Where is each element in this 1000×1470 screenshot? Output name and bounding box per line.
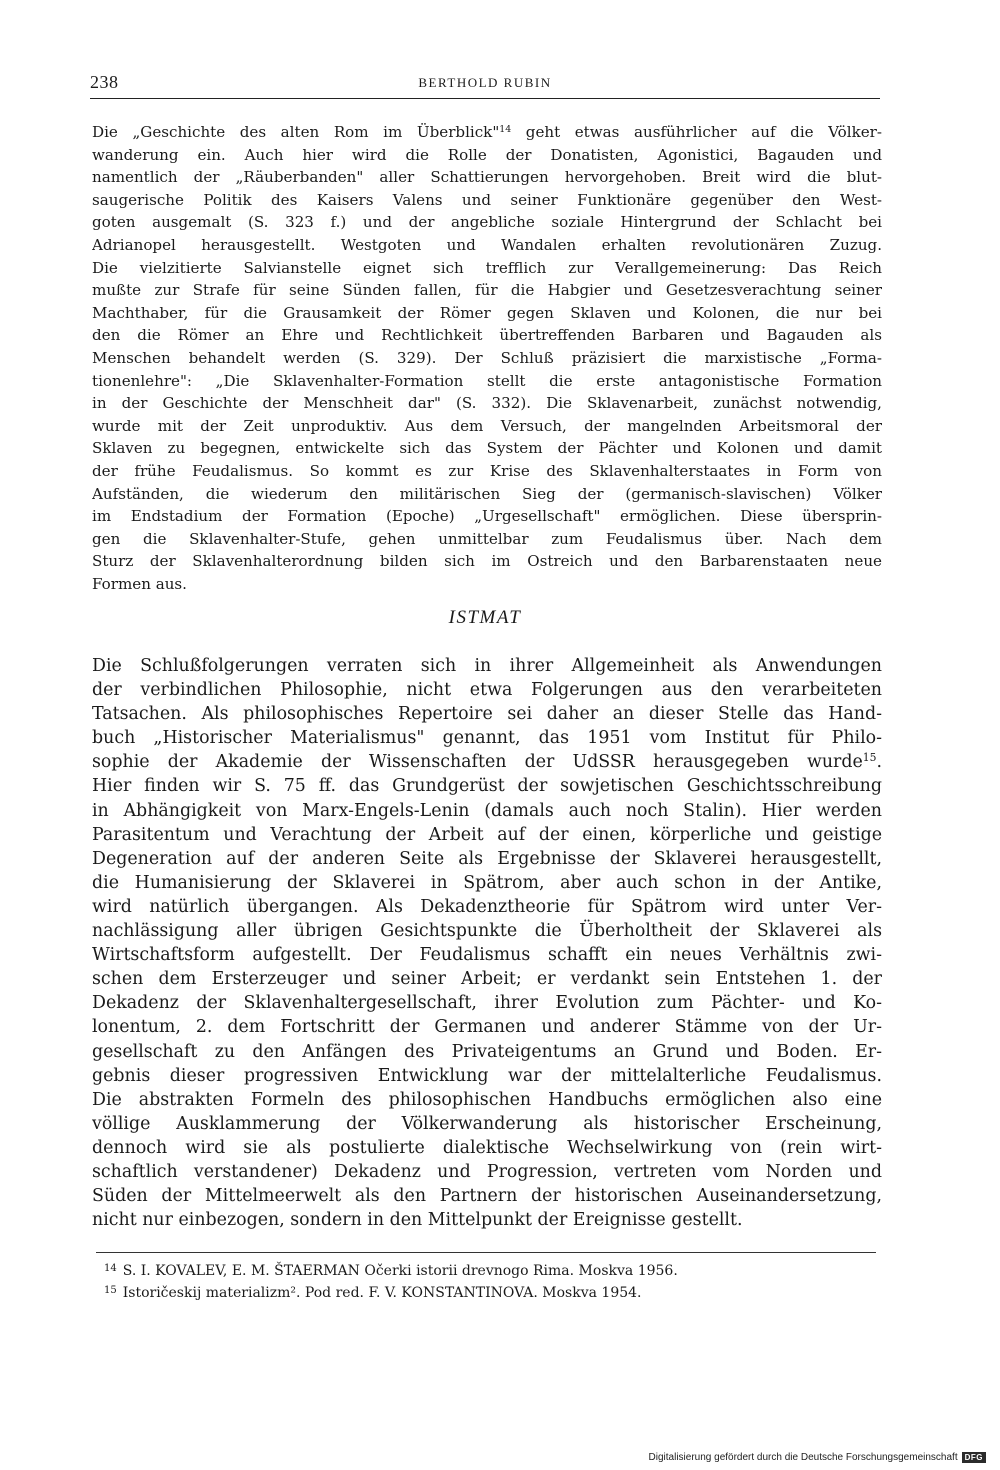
text-line [92, 302, 882, 325]
text-line [92, 1208, 882, 1232]
text-line [92, 1040, 882, 1064]
text-line [92, 823, 882, 847]
footnote [104, 1259, 874, 1281]
line-text: Tatsachen. Als philosophisches Repertoire sei daher an dieser Stelle das Hand- [92, 704, 882, 725]
text-line [92, 1160, 882, 1184]
line-text: gebnis dieser progressiven Entwicklung war der mittelalterliche Feudalismus. [92, 1065, 882, 1086]
paragraph-istmat [92, 654, 882, 1232]
text-line [92, 943, 882, 967]
text-line [92, 234, 882, 257]
line-text: dennoch wird sie als postulierte dialektische Wechselwirkung von (rein wirt- [92, 1137, 882, 1158]
line-text: den die Römer an Ehre und Rechtlichkeit übertreffenden Barbaren und Bagauden als [92, 326, 882, 345]
text-line [92, 702, 882, 726]
footnotes [104, 1259, 874, 1303]
line-text: Dekadenz der Sklavenhaltergesellschaft, ihrer Evolution zum Pächter- und Ko- [92, 993, 882, 1014]
text-line [92, 726, 882, 750]
line-text: mußte zur Strafe für seine Sünden fallen, für die Habgier und Gesetzesverachtung seiner [92, 281, 882, 300]
text-line [92, 189, 882, 212]
line-text: goten ausgemalt (S. 323 f.) und der angebliche soziale Hintergrund der Schlacht bei [92, 213, 882, 232]
line-text: Degeneration auf der anderen Seite als Ergebnisse der Sklaverei herausgestellt, [92, 848, 882, 869]
text-line [92, 211, 882, 234]
line-text: Formen aus. [92, 574, 187, 593]
line-text: Sturz der Sklavenhalterordnung bilden sich im Ostreich und den Barbarenstaaten neue [92, 552, 882, 571]
text-line [92, 1112, 882, 1136]
text-line [92, 324, 882, 347]
line-text: wanderung ein. Auch hier wird die Rolle der Donatisten, Agonistici, Bagauden und [92, 145, 882, 164]
line-text: Wirtschaftsform aufgestellt. Der Feudalismus schafft ein neues Verhältnis zwi- [92, 945, 882, 966]
line-text: buch „Historischer Materialismus" genannt, das 1951 vom Institut für Philo- [92, 728, 882, 749]
line-text: gesellschaft zu den Anfängen des Privateigentums an Grund und Boden. Er- [92, 1041, 882, 1062]
text-line [92, 871, 882, 895]
text-line [92, 483, 882, 506]
line-text: lonentum, 2. dem Fortschritt der Germanen und anderer Stämme von der Ur- [92, 1017, 882, 1038]
line-text: der frühe Feudalismus. So kommt es zur Krise des Sklavenhalterstaates in Form von [92, 461, 882, 480]
line-text: Die „Geschichte des alten Rom im Überblick" [92, 123, 500, 141]
line-text: Die abstrakten Formeln des philosophischen Handbuchs ermöglichen also eine [92, 1089, 882, 1110]
line-text: Adrianopel herausgestellt. Westgoten und Wandalen erhalten revolutionären Zuzug. [92, 235, 882, 254]
line-text: im Endstadium der Formation (Epoche) „Urgesellschaft" ermöglichen. Diese übersprin- [92, 507, 882, 526]
line-text: saugerische Politik des Kaisers Valens und seiner Funktionäre gegenüber den West- [92, 190, 882, 209]
line-text: tionenlehre": „Die Sklavenhalter-Formation stellt die erste antagonistische Formation [92, 371, 882, 390]
text-line [92, 144, 882, 167]
line-text: Parasitentum und Verachtung der Arbeit auf der einen, körperliche und geistige [92, 824, 882, 845]
running-header [90, 70, 880, 99]
text-line [92, 347, 882, 370]
footnote-divider [96, 1252, 876, 1253]
credit-text: Digitalisierung gefördert durch die Deutsche Forschungsgemeinschaft [648, 1452, 958, 1463]
text-line [92, 437, 882, 460]
paragraph-summary [92, 121, 882, 595]
text-line [92, 847, 882, 871]
text-line [92, 257, 882, 280]
text-line [92, 1064, 882, 1088]
line-text: nachlässigung aller übrigen Gesichtspunkte die Überholtheit der Sklaverei als [92, 921, 882, 942]
line-text: sophie der Akademie der Wissenschaften der UdSSR herausgegeben wurde [92, 752, 863, 773]
line-text: völlige Ausklammerung der Völkerwanderung als historischer Erscheinung, [92, 1113, 882, 1134]
page-number: 238 [90, 72, 119, 92]
line-text: Sklaven zu begegnen, entwickelte sich das System der Pächter und Kolonen und damit [92, 439, 882, 458]
footnote-text: Istoričeskij materializm². Pod red. F. V. KONSTANTINOVA. Moskva 1954. [122, 1285, 642, 1301]
text-line [92, 166, 882, 189]
line-text: gen die Sklavenhalter-Stufe, gehen unmittelbar zum Feudalismus über. Nach dem [92, 529, 882, 548]
footnote-mark: 14 [104, 1263, 117, 1274]
text-line [92, 654, 882, 678]
line-text: die Humanisierung der Sklaverei in Spätrom, aber auch schon in der Antike, [92, 872, 882, 893]
text-line [92, 967, 882, 991]
line-text: Die Schlußfolgerungen verraten sich in ihrer Allgemeinheit als Anwendungen [92, 656, 882, 676]
footnote-mark: 15 [104, 1285, 117, 1296]
line-text: Aufständen, die wiederum den militärischen Sieg der (germanisch-slavischen) Völker [92, 484, 882, 503]
digitization-credit [649, 1452, 986, 1463]
text-line [92, 678, 882, 702]
text-line [92, 895, 882, 919]
footnote-text: S. I. KOVALEV, E. M. ŠTAERMAN Očerki istorii drevnogo Rima. Moskva 1956. [122, 1263, 678, 1279]
line-text: Süden der Mittelmeerwelt als den Partnern der historischen Auseinandersetzung, [92, 1186, 882, 1207]
line-text: wird natürlich übergangen. Als Dekadenztheorie für Spätrom wird unter Ver- [92, 896, 882, 917]
text-line [92, 528, 882, 551]
text-line [92, 750, 882, 774]
dfg-logo: DFG [962, 1452, 986, 1463]
text-line [92, 392, 882, 415]
line-text: schen dem Ersterzeuger und seiner Arbeit; er verdankt sein Entstehen 1. der [92, 969, 882, 990]
text-line [92, 1184, 882, 1208]
footnote [104, 1281, 874, 1303]
line-text: Die vielzitierte Salvianstelle eignet sich trefflich zur Verallgemeinerung: Das Reich [92, 258, 882, 277]
section-heading: ISTMAT [448, 607, 522, 628]
text-line [92, 550, 882, 573]
line-text: in der Geschichte der Menschheit dar" (S. 332). Die Sklavenarbeit, zunächst notwendig, [92, 394, 882, 413]
text-line [92, 774, 882, 798]
line-text: in Abhängigkeit von Marx-Engels-Lenin (damals auch noch Stalin). Hier werden [92, 800, 882, 821]
line-text: Machthaber, für die Grausamkeit der Römer gegen Sklaven und Kolonen, die nur bei [92, 303, 882, 322]
footnote-reference[interactable]: 15 [862, 751, 877, 765]
text-line [92, 415, 882, 438]
line-text: . [876, 752, 882, 773]
text-line [92, 919, 882, 943]
line-text: geht etwas ausführlicher auf die Völker- [511, 123, 882, 141]
text-line [92, 1015, 882, 1039]
text-line [92, 1136, 882, 1160]
line-text: namentlich der „Räuberbanden" aller Schattierungen hervorgehoben. Breit wird die blut- [92, 168, 882, 187]
running-title: BERTHOLD RUBIN [418, 75, 552, 90]
text-line [92, 460, 882, 483]
line-text: Hier finden wir S. 75 ff. das Grundgerüst der sowjetischen Geschichtsschreibung [92, 776, 882, 797]
text-line [92, 505, 882, 528]
line-text: Menschen behandelt werden (S. 329). Der Schluß präzisiert die marxistische „Forma- [92, 348, 882, 367]
line-text: wurde mit der Zeit unproduktiv. Aus dem Versuch, der mangelnden Arbeitsmoral der [92, 416, 882, 435]
text-line [92, 1088, 882, 1112]
footnote-reference[interactable]: 14 [499, 123, 512, 135]
text-line [92, 121, 882, 144]
line-text: der verbindlichen Philosophie, nicht etwa Folgerungen aus den verarbeiteten [92, 680, 882, 701]
text-line [92, 799, 882, 823]
text-line [92, 279, 882, 302]
text-line [92, 991, 882, 1015]
line-text: schaftlich verstandener) Dekadenz und Progression, vertreten vom Norden und [92, 1161, 882, 1182]
text-line [92, 573, 882, 596]
text-line [92, 370, 882, 393]
line-text: nicht nur einbezogen, sondern in den Mittelpunkt der Ereignisse gestellt. [92, 1210, 743, 1231]
